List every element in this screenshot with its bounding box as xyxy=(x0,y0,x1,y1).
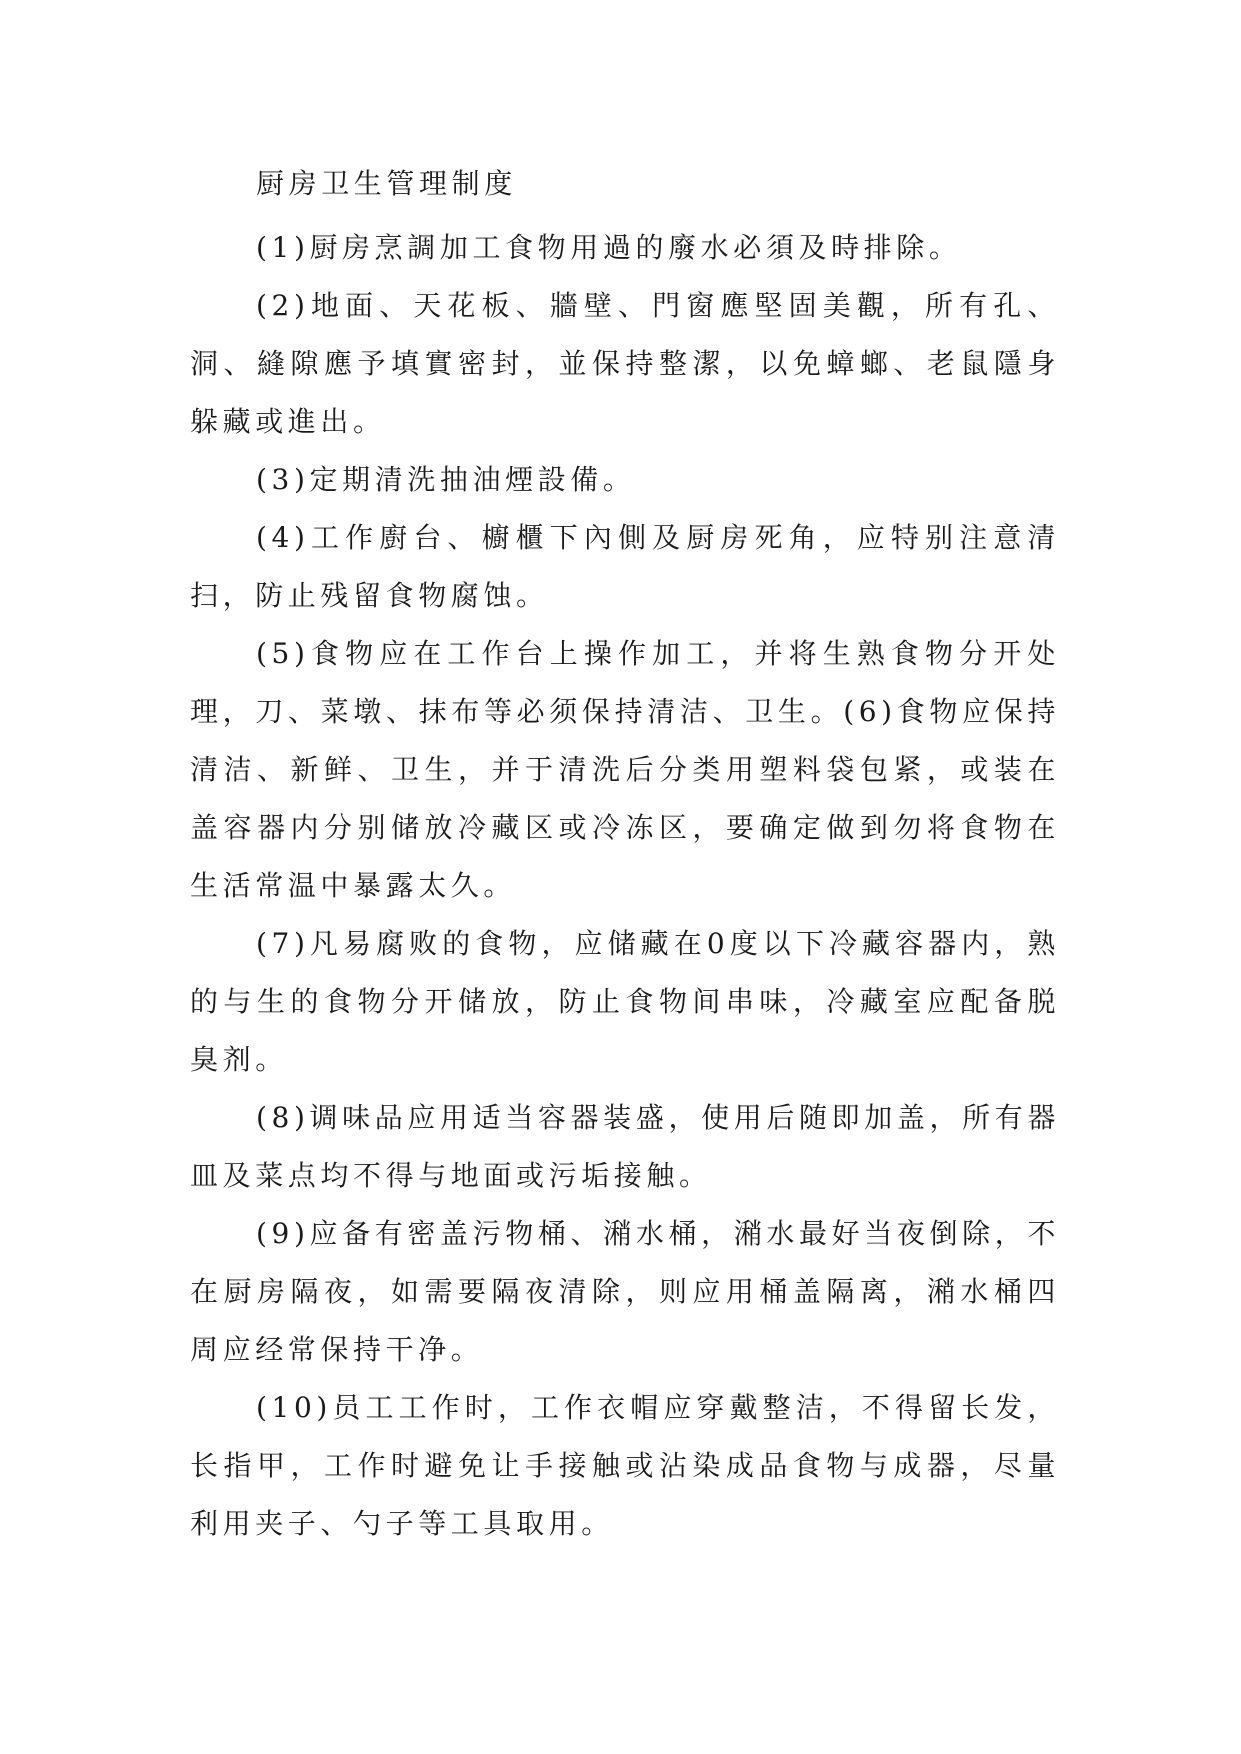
paragraph-3: (3)定期清洗抽油煙設備。 xyxy=(256,463,636,496)
paragraph-1: (1)厨房烹調加工食物用過的廢水必須及時排除。 xyxy=(256,231,962,264)
paragraph-2: (2)地面、天花板、牆壁、門窗應堅固美觀，所有孔、洞、縫隙應予填實密封，並保持整潔，以免蟑螂、老鼠隱身躲藏或進出。 xyxy=(190,289,1060,438)
paragraph-5: (5)食物应在工作台上操作加工，并将生熟食物分开处理，刀、菜墩、抹布等必须保持清洁、卫生。(6)食物应保持清洁、新鲜、卫生，并于清洗后分类用塑料袋包紧，或装在盖容器内分别储放冷藏区或冷冻区，要确定做到勿将食物在生活常温中暴露太久。 xyxy=(190,637,1060,902)
paragraph-7: (7)凡易腐败的食物，应储藏在0度以下冷藏容器内，熟的与生的食物分开储放，防止食物间串味，冷藏室应配备脱臭剂。 xyxy=(190,927,1060,1076)
paragraph-4: (4)工作廚台、櫥櫃下內側及厨房死角，应特别注意清扫，防止残留食物腐蚀。 xyxy=(190,521,1060,612)
document-title: 厨房卫生管理制度 xyxy=(256,167,517,200)
paragraph-9: (9)应备有密盖污物桶、潲水桶，潲水最好当夜倒除，不在厨房隔夜，如需要隔夜清除，则应用桶盖隔离，潲水桶四周应经常保持干净。 xyxy=(190,1217,1060,1366)
document-body xyxy=(190,155,1060,1553)
paragraph-10: (10)员工工作时，工作衣帽应穿戴整洁，不得留长发，长指甲，工作时避免让手接触或沾染成品食物与成器，尽量利用夹子、勺子等工具取用。 xyxy=(190,1391,1060,1540)
paragraph-8: (8)调味品应用适当容器装盛，使用后随即加盖，所有器皿及菜点均不得与地面或污垢接触。 xyxy=(190,1101,1060,1192)
